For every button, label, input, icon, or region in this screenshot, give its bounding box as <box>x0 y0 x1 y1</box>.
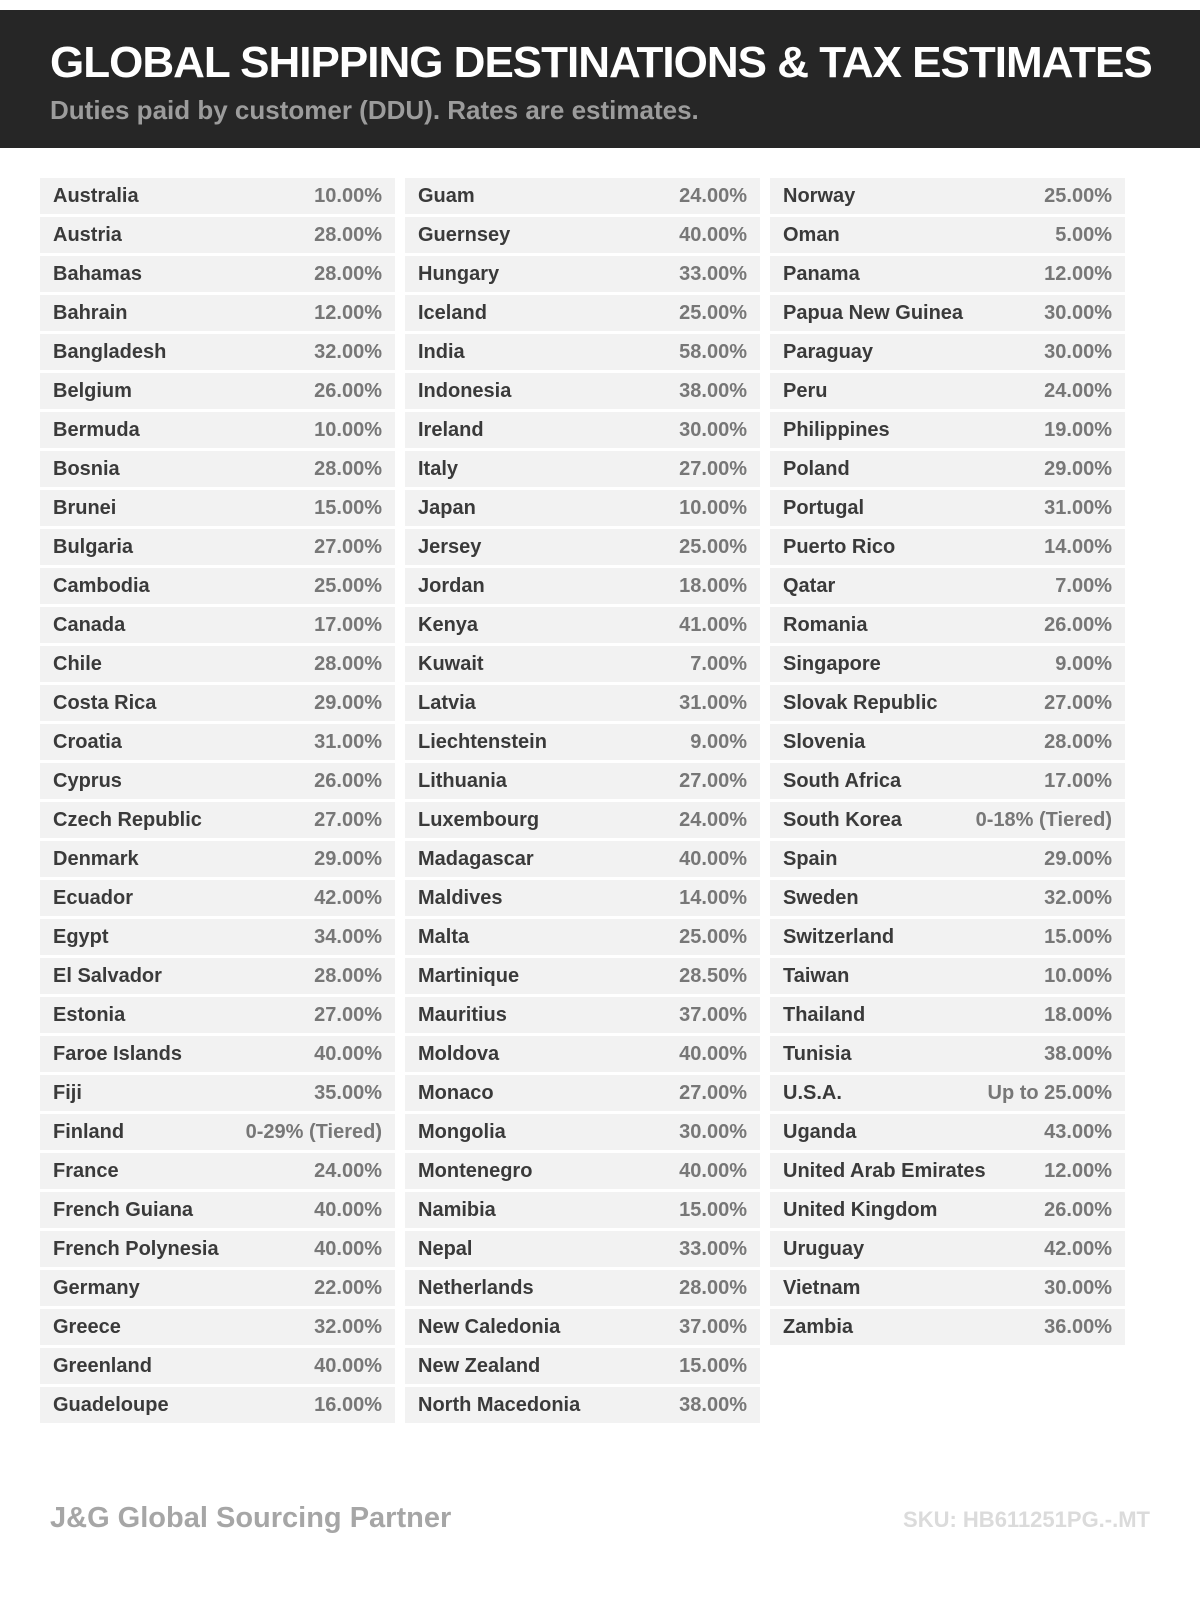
tax-rate: 40.00% <box>314 1042 382 1065</box>
table-row <box>770 217 1125 253</box>
country-name: Bermuda <box>53 418 140 441</box>
tax-rate: 0-18% (Tiered) <box>975 808 1112 831</box>
tax-rate: 22.00% <box>314 1276 382 1299</box>
country-name: Faroe Islands <box>53 1042 182 1065</box>
table-row <box>405 763 760 799</box>
country-name: Chile <box>53 652 102 675</box>
tax-rate: 27.00% <box>679 457 747 480</box>
tax-rate: 40.00% <box>314 1237 382 1260</box>
country-name: Cyprus <box>53 769 122 792</box>
page-title: GLOBAL SHIPPING DESTINATIONS & TAX ESTIMATES <box>50 38 1152 87</box>
table-row <box>40 685 395 721</box>
tax-rate: 24.00% <box>679 184 747 207</box>
country-name: Estonia <box>53 1003 126 1026</box>
tax-rate: 28.00% <box>314 457 382 480</box>
tax-rate: 34.00% <box>314 925 382 948</box>
tax-rate: 19.00% <box>1044 418 1112 441</box>
country-name: United Arab Emirates <box>783 1159 986 1182</box>
country-name: India <box>418 340 465 363</box>
table-row <box>405 1348 760 1384</box>
table-row <box>405 1075 760 1111</box>
table-row <box>770 997 1125 1033</box>
header-banner <box>0 10 1200 148</box>
country-name: Singapore <box>783 652 881 675</box>
table-row <box>405 1309 760 1345</box>
table-row <box>405 1231 760 1267</box>
tax-rate: 29.00% <box>314 691 382 714</box>
country-name: Egypt <box>53 925 109 948</box>
table-row <box>40 256 395 292</box>
country-name: Cambodia <box>53 574 150 597</box>
tax-rate: 27.00% <box>314 808 382 831</box>
tax-rate: 26.00% <box>1044 1198 1112 1221</box>
country-name: Australia <box>53 184 139 207</box>
tax-rate: 31.00% <box>1044 496 1112 519</box>
tax-rate: 27.00% <box>679 1081 747 1104</box>
country-name: Netherlands <box>418 1276 534 1299</box>
table-row <box>405 568 760 604</box>
tax-rate: 15.00% <box>679 1354 747 1377</box>
table-row <box>770 1036 1125 1072</box>
country-name: Slovenia <box>783 730 866 753</box>
country-name: Sweden <box>783 886 859 909</box>
country-name: Bahamas <box>53 262 142 285</box>
tax-rate: 7.00% <box>690 652 747 675</box>
rate-column-2 <box>405 178 760 1423</box>
tax-rate: 28.50% <box>679 964 747 987</box>
country-name: Kenya <box>418 613 479 636</box>
tax-rate: 0-29% (Tiered) <box>245 1120 382 1143</box>
tax-rate: 30.00% <box>679 418 747 441</box>
table-row <box>770 451 1125 487</box>
table-row <box>770 607 1125 643</box>
country-name: Jersey <box>418 535 482 558</box>
country-name: Indonesia <box>418 379 512 402</box>
table-row <box>405 451 760 487</box>
country-name: France <box>53 1159 119 1182</box>
table-row <box>770 1309 1125 1345</box>
table-row <box>40 919 395 955</box>
table-row <box>40 841 395 877</box>
tax-rate: 40.00% <box>679 223 747 246</box>
table-row <box>770 178 1125 214</box>
table-row <box>770 373 1125 409</box>
table-row <box>405 490 760 526</box>
table-row <box>40 1153 395 1189</box>
table-row <box>405 1192 760 1228</box>
table-row <box>770 958 1125 994</box>
tax-rate: 26.00% <box>314 379 382 402</box>
country-name: South Africa <box>783 769 902 792</box>
tax-rate: 27.00% <box>679 769 747 792</box>
page-subtitle: Duties paid by customer (DDU). Rates are estimates. <box>50 95 699 126</box>
rate-column-1 <box>40 178 395 1423</box>
tax-rate: 15.00% <box>314 496 382 519</box>
tax-rate: 41.00% <box>679 613 747 636</box>
country-name: Martinique <box>418 964 520 987</box>
country-name: Namibia <box>418 1198 496 1221</box>
table-row <box>40 412 395 448</box>
tax-rate: 25.00% <box>679 925 747 948</box>
country-name: Slovak Republic <box>783 691 938 714</box>
table-row <box>770 568 1125 604</box>
country-name: Guernsey <box>418 223 511 246</box>
table-row <box>405 529 760 565</box>
tax-rate: 35.00% <box>314 1081 382 1104</box>
country-name: Iceland <box>418 301 487 324</box>
country-name: Papua New Guinea <box>783 301 964 324</box>
tax-rate: 25.00% <box>679 535 747 558</box>
country-name: Ireland <box>418 418 484 441</box>
country-name: Qatar <box>783 574 836 597</box>
country-name: El Salvador <box>53 964 162 987</box>
table-row <box>40 529 395 565</box>
tax-rate: 37.00% <box>679 1315 747 1338</box>
table-row <box>405 295 760 331</box>
tax-rate: 38.00% <box>1044 1042 1112 1065</box>
country-name: Maldives <box>418 886 503 909</box>
tax-rate: 25.00% <box>1044 184 1112 207</box>
table-row <box>405 1387 760 1423</box>
country-name: Croatia <box>53 730 122 753</box>
table-row <box>40 763 395 799</box>
tax-rate: 10.00% <box>314 184 382 207</box>
country-name: Bahrain <box>53 301 128 324</box>
country-name: Bangladesh <box>53 340 167 363</box>
table-row <box>405 880 760 916</box>
tax-rate: 12.00% <box>1044 262 1112 285</box>
table-row <box>40 1231 395 1267</box>
table-row <box>770 1075 1125 1111</box>
country-name: Austria <box>53 223 122 246</box>
table-row <box>40 373 395 409</box>
table-row <box>770 490 1125 526</box>
tax-rate: 18.00% <box>1044 1003 1112 1026</box>
tax-rate: 40.00% <box>679 847 747 870</box>
country-name: Poland <box>783 457 850 480</box>
table-row <box>770 1231 1125 1267</box>
table-row <box>40 1270 395 1306</box>
country-name: Tunisia <box>783 1042 852 1065</box>
country-name: Lithuania <box>418 769 507 792</box>
country-name: Denmark <box>53 847 139 870</box>
tax-rate: 18.00% <box>679 574 747 597</box>
country-name: Madagascar <box>418 847 534 870</box>
country-name: Ecuador <box>53 886 134 909</box>
table-row <box>40 646 395 682</box>
tax-rate: 31.00% <box>314 730 382 753</box>
tax-rate: 40.00% <box>679 1042 747 1065</box>
country-name: Peru <box>783 379 828 402</box>
tax-rate: 7.00% <box>1055 574 1112 597</box>
table-row <box>770 841 1125 877</box>
tax-rate: 24.00% <box>314 1159 382 1182</box>
table-row <box>770 685 1125 721</box>
country-name: Germany <box>53 1276 140 1299</box>
tax-rate: 9.00% <box>690 730 747 753</box>
tax-rate: 28.00% <box>314 652 382 675</box>
country-name: Finland <box>53 1120 125 1143</box>
table-row <box>770 724 1125 760</box>
country-name: Japan <box>418 496 476 519</box>
country-name: New Caledonia <box>418 1315 561 1338</box>
tax-rate: 33.00% <box>679 1237 747 1260</box>
country-name: Puerto Rico <box>783 535 896 558</box>
table-row <box>40 724 395 760</box>
table-row <box>770 334 1125 370</box>
tax-rate: 15.00% <box>679 1198 747 1221</box>
country-name: United Kingdom <box>783 1198 938 1221</box>
tax-rate: 29.00% <box>314 847 382 870</box>
table-row <box>405 997 760 1033</box>
country-name: Guam <box>418 184 475 207</box>
tax-rate: 29.00% <box>1044 847 1112 870</box>
table-row <box>405 685 760 721</box>
country-name: Zambia <box>783 1315 854 1338</box>
country-name: Montenegro <box>418 1159 533 1182</box>
country-name: North Macedonia <box>418 1393 581 1416</box>
country-name: U.S.A. <box>783 1081 842 1104</box>
table-row <box>770 763 1125 799</box>
country-name: Bulgaria <box>53 535 134 558</box>
tax-rate: 12.00% <box>1044 1159 1112 1182</box>
tax-rate: 28.00% <box>314 223 382 246</box>
tax-rate: 36.00% <box>1044 1315 1112 1338</box>
tax-rate: 29.00% <box>1044 457 1112 480</box>
table-row <box>40 490 395 526</box>
country-name: Latvia <box>418 691 476 714</box>
table-row <box>405 724 760 760</box>
country-name: Brunei <box>53 496 117 519</box>
tax-rate: 9.00% <box>1055 652 1112 675</box>
country-name: Oman <box>783 223 840 246</box>
country-name: Luxembourg <box>418 808 540 831</box>
tax-rate: 37.00% <box>679 1003 747 1026</box>
table-row <box>40 802 395 838</box>
country-name: Greenland <box>53 1354 152 1377</box>
country-name: Guadeloupe <box>53 1393 169 1416</box>
tax-rate: 40.00% <box>679 1159 747 1182</box>
tax-rate: Up to 25.00% <box>987 1081 1112 1104</box>
country-name: French Guiana <box>53 1198 194 1221</box>
table-row <box>40 178 395 214</box>
country-name: Malta <box>418 925 470 948</box>
country-name: Taiwan <box>783 964 850 987</box>
country-name: Italy <box>418 457 459 480</box>
table-row <box>405 256 760 292</box>
tax-rate: 42.00% <box>1044 1237 1112 1260</box>
tax-rate: 14.00% <box>1044 535 1112 558</box>
rates-table <box>40 178 1160 1423</box>
table-row <box>770 1153 1125 1189</box>
rate-column-3 <box>770 178 1125 1345</box>
tax-rate: 58.00% <box>679 340 747 363</box>
country-name: New Zealand <box>418 1354 541 1377</box>
tax-rate: 30.00% <box>679 1120 747 1143</box>
table-row <box>405 373 760 409</box>
table-row <box>405 334 760 370</box>
tax-rate: 42.00% <box>314 886 382 909</box>
table-row <box>40 880 395 916</box>
country-name: Thailand <box>783 1003 866 1026</box>
table-row <box>770 1270 1125 1306</box>
tax-rate: 12.00% <box>314 301 382 324</box>
table-row <box>40 1192 395 1228</box>
tax-rate: 25.00% <box>314 574 382 597</box>
country-name: Bosnia <box>53 457 120 480</box>
tax-rate: 28.00% <box>314 964 382 987</box>
country-name: Philippines <box>783 418 890 441</box>
tax-rate: 10.00% <box>679 496 747 519</box>
table-row <box>405 1114 760 1150</box>
tax-rate: 15.00% <box>1044 925 1112 948</box>
table-row <box>405 919 760 955</box>
table-row <box>770 880 1125 916</box>
tax-rate: 38.00% <box>679 379 747 402</box>
table-row <box>40 295 395 331</box>
table-row <box>405 217 760 253</box>
tax-rate: 30.00% <box>1044 301 1112 324</box>
table-row <box>770 646 1125 682</box>
country-name: Kuwait <box>418 652 484 675</box>
tax-rate: 16.00% <box>314 1393 382 1416</box>
tax-rate: 28.00% <box>314 262 382 285</box>
country-name: Belgium <box>53 379 132 402</box>
table-row <box>40 1075 395 1111</box>
table-row <box>405 958 760 994</box>
tax-rate: 38.00% <box>679 1393 747 1416</box>
tax-rate: 27.00% <box>1044 691 1112 714</box>
country-name: Greece <box>53 1315 121 1338</box>
tax-rate: 10.00% <box>314 418 382 441</box>
tax-rate: 30.00% <box>1044 340 1112 363</box>
country-name: Uruguay <box>783 1237 865 1260</box>
country-name: Fiji <box>53 1081 82 1104</box>
table-row <box>770 412 1125 448</box>
country-name: Vietnam <box>783 1276 861 1299</box>
tax-rate: 43.00% <box>1044 1120 1112 1143</box>
table-row <box>40 1114 395 1150</box>
tax-rate: 28.00% <box>679 1276 747 1299</box>
table-row <box>40 997 395 1033</box>
tax-rate: 28.00% <box>1044 730 1112 753</box>
table-row <box>770 1192 1125 1228</box>
tax-rate: 10.00% <box>1044 964 1112 987</box>
tax-rate: 33.00% <box>679 262 747 285</box>
tax-rate: 27.00% <box>314 1003 382 1026</box>
tax-rate: 40.00% <box>314 1198 382 1221</box>
country-name: Mauritius <box>418 1003 507 1026</box>
table-row <box>770 256 1125 292</box>
tax-rate: 24.00% <box>679 808 747 831</box>
brand-name: J&G Global Sourcing Partner <box>50 1502 452 1534</box>
tax-rate: 5.00% <box>1055 223 1112 246</box>
tax-rate: 27.00% <box>314 535 382 558</box>
table-row <box>40 1036 395 1072</box>
table-row <box>40 958 395 994</box>
table-row <box>40 1309 395 1345</box>
sku-label: SKU: HB611251PG.-.MT <box>903 1507 1150 1532</box>
table-row <box>405 841 760 877</box>
country-name: Norway <box>783 184 856 207</box>
table-row <box>40 217 395 253</box>
tax-rate: 32.00% <box>1044 886 1112 909</box>
country-name: Hungary <box>418 262 500 285</box>
table-row <box>770 529 1125 565</box>
country-name: Romania <box>783 613 868 636</box>
tax-rate: 14.00% <box>679 886 747 909</box>
table-row <box>405 178 760 214</box>
country-name: Canada <box>53 613 126 636</box>
tax-rate: 31.00% <box>679 691 747 714</box>
table-row <box>770 802 1125 838</box>
table-row <box>40 451 395 487</box>
table-row <box>770 295 1125 331</box>
tax-rate: 25.00% <box>679 301 747 324</box>
footer <box>50 1502 1150 1535</box>
country-name: Czech Republic <box>53 808 202 831</box>
country-name: French Polynesia <box>53 1237 219 1260</box>
table-row <box>405 1270 760 1306</box>
country-name: Portugal <box>783 496 865 519</box>
table-row <box>40 1348 395 1384</box>
tax-rate: 26.00% <box>1044 613 1112 636</box>
country-name: Switzerland <box>783 925 895 948</box>
table-row <box>770 1114 1125 1150</box>
country-name: Spain <box>783 847 838 870</box>
table-row <box>405 1153 760 1189</box>
country-name: Moldova <box>418 1042 500 1065</box>
table-row <box>405 802 760 838</box>
country-name: Nepal <box>418 1237 473 1260</box>
table-row <box>40 607 395 643</box>
table-row <box>405 646 760 682</box>
country-name: Panama <box>783 262 860 285</box>
table-row <box>40 334 395 370</box>
tax-rate: 17.00% <box>1044 769 1112 792</box>
country-name: Uganda <box>783 1120 857 1143</box>
table-row <box>40 568 395 604</box>
table-row <box>405 1036 760 1072</box>
table-row <box>770 919 1125 955</box>
table-row <box>405 607 760 643</box>
tax-rate: 40.00% <box>314 1354 382 1377</box>
tax-rate: 32.00% <box>314 1315 382 1338</box>
tax-rate: 17.00% <box>314 613 382 636</box>
table-row <box>405 412 760 448</box>
country-name: Paraguay <box>783 340 874 363</box>
tax-rate: 24.00% <box>1044 379 1112 402</box>
tax-rate: 26.00% <box>314 769 382 792</box>
tax-rate: 30.00% <box>1044 1276 1112 1299</box>
country-name: Costa Rica <box>53 691 157 714</box>
table-row <box>40 1387 395 1423</box>
country-name: Liechtenstein <box>418 730 547 753</box>
country-name: Jordan <box>418 574 485 597</box>
country-name: Monaco <box>418 1081 494 1104</box>
country-name: Mongolia <box>418 1120 506 1143</box>
country-name: South Korea <box>783 808 902 831</box>
tax-rate: 32.00% <box>314 340 382 363</box>
